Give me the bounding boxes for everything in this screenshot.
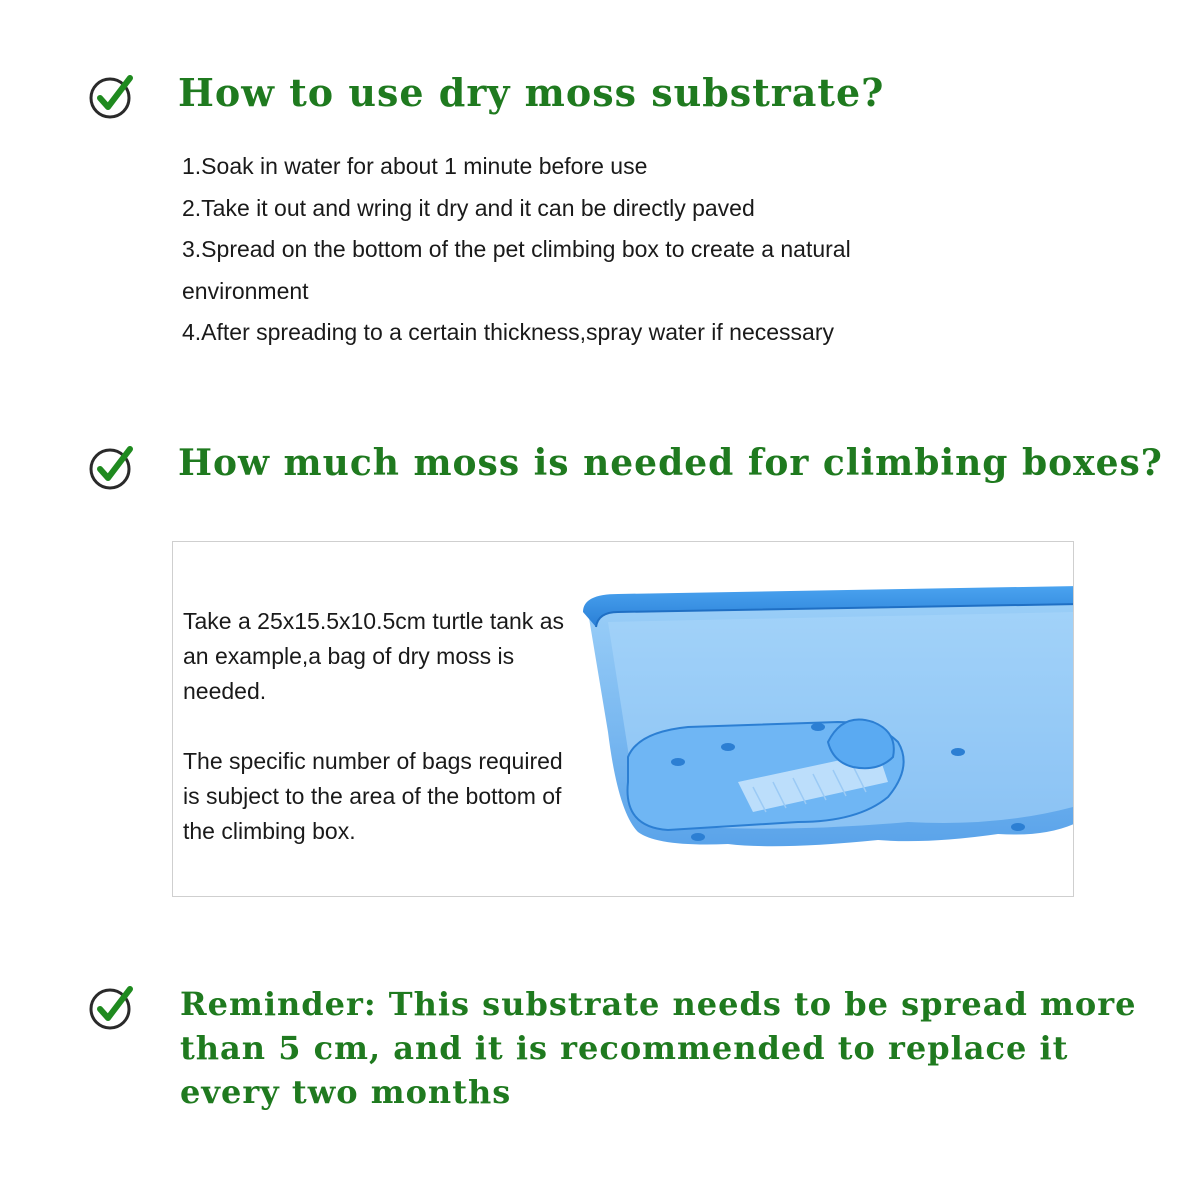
example-text (183, 604, 583, 849)
check-circle-icon (88, 443, 136, 491)
check-circle-icon (88, 983, 136, 1031)
list-item: 2.Take it out and wring it dry and it can be directly paved (182, 194, 755, 221)
usage-steps-list (182, 146, 982, 354)
example-paragraph: Take a 25x15.5x10.5cm turtle tank as an example,a bag of dry moss is needed. (183, 608, 564, 704)
list-item: 4.After spreading to a certain thickness,spray water if necessary (182, 319, 834, 345)
example-paragraph: The specific number of bags required is subject to the area of the bottom of the climbing box. (183, 748, 563, 844)
list-item: 1.Soak in water for about 1 minute before use (182, 153, 648, 179)
example-panel (172, 541, 1074, 897)
list-item: 3.Spread on the bottom of the pet climbing box to create a natural environment (182, 236, 851, 304)
section-heading-amount: How much moss is needed for climbing boxes? (178, 442, 1163, 484)
check-circle-icon (88, 72, 136, 120)
turtle-tank-image (578, 582, 1074, 872)
section-heading-usage: How to use dry moss substrate? (178, 70, 885, 115)
reminder-text: Reminder: This substrate needs to be spread more than 5 cm, and it is recommended to replace it every two months (180, 985, 1137, 1111)
